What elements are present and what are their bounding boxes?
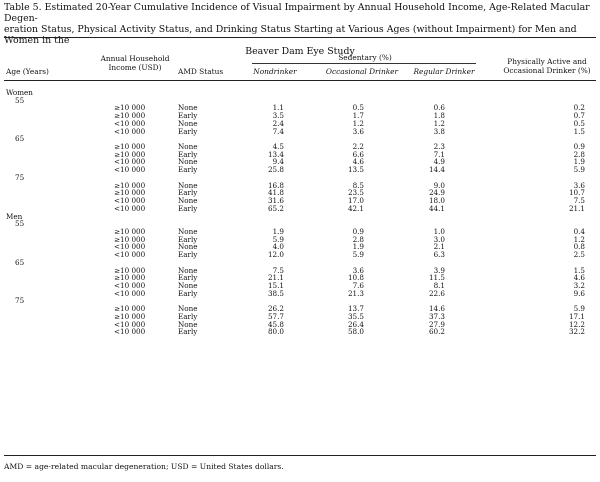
active-cell: 9.6 <box>573 288 585 298</box>
active-cell: 3.2 <box>573 280 585 290</box>
amd-cell: None <box>178 103 198 113</box>
amd-cell: None <box>178 319 198 329</box>
income-cell: <10 000 <box>114 319 146 329</box>
occasional-cell: 0.5 <box>352 103 364 113</box>
nondrinker-cell: 1.9 <box>272 226 284 236</box>
table-row <box>4 205 596 213</box>
active-cell: 2.8 <box>573 149 585 159</box>
section-label: Women <box>6 88 33 97</box>
top-rule <box>4 37 596 38</box>
caption-line-1: Table 5. Estimated 20-Year Cumulative Incidence of Visual Impairment by Annual Household Income, Age-Related Macular Degen- <box>4 2 590 24</box>
income-cell: ≥10 000 <box>114 311 146 321</box>
income-cell: ≥10 000 <box>114 180 146 190</box>
header-regular: Regular Drinker <box>413 67 475 76</box>
active-cell: 1.9 <box>573 157 585 167</box>
income-cell: ≥10 000 <box>114 188 146 198</box>
income-cell: ≥10 000 <box>114 273 146 283</box>
regular-cell: 14.4 <box>428 165 445 175</box>
table-row <box>4 282 596 290</box>
active-cell: 4.6 <box>573 273 585 283</box>
amd-cell: None <box>178 157 198 167</box>
section-row <box>4 213 596 221</box>
income-cell: ≥10 000 <box>114 103 146 113</box>
header-income-line1: Annual Household <box>100 54 170 63</box>
amd-cell: Early <box>178 250 198 260</box>
occasional-cell: 4.6 <box>352 157 364 167</box>
header-active-line1: Physically Active and <box>507 57 587 66</box>
occasional-cell: 26.4 <box>347 319 364 329</box>
nondrinker-cell: 65.2 <box>267 203 284 213</box>
nondrinker-cell: 38.5 <box>267 288 284 298</box>
caption-line-3: Beaver Dam Eye Study <box>245 46 355 57</box>
income-cell: <10 000 <box>114 327 146 337</box>
header-income-line2: Income (USD) <box>108 62 162 72</box>
table-row <box>4 274 596 282</box>
occasional-cell: 42.1 <box>347 203 364 213</box>
regular-cell: 9.0 <box>433 180 445 190</box>
amd-cell: None <box>178 142 198 152</box>
age-group-row <box>4 220 596 228</box>
age-label: 75 <box>15 296 25 306</box>
header-age: Age (Years) <box>6 67 49 76</box>
bottom-rule <box>4 455 596 456</box>
table-row <box>4 151 596 159</box>
nondrinker-cell: 26.2 <box>267 304 284 314</box>
regular-cell: 4.9 <box>433 157 445 167</box>
active-cell: 0.5 <box>573 118 585 128</box>
active-cell: 0.8 <box>573 242 585 252</box>
amd-cell: Early <box>178 273 198 283</box>
occasional-cell: 13.7 <box>347 304 364 314</box>
nondrinker-cell: 31.6 <box>267 196 284 206</box>
nondrinker-cell: 9.4 <box>272 157 284 167</box>
active-cell: 12.2 <box>568 319 585 329</box>
regular-cell: 6.3 <box>433 250 445 260</box>
active-cell: 0.7 <box>573 111 585 121</box>
nondrinker-cell: 45.8 <box>267 319 284 329</box>
header-rule <box>4 80 596 81</box>
active-cell: 0.2 <box>573 103 585 113</box>
active-cell: 0.9 <box>573 142 585 152</box>
regular-cell: 37.3 <box>428 311 445 321</box>
header-income <box>96 55 174 72</box>
occasional-cell: 17.0 <box>347 196 364 206</box>
amd-cell: Early <box>178 203 198 213</box>
table-row <box>4 251 596 259</box>
active-cell: 10.7 <box>568 188 585 198</box>
active-cell: 1.2 <box>573 234 585 244</box>
occasional-cell: 1.9 <box>352 242 364 252</box>
income-cell: <10 000 <box>114 157 146 167</box>
amd-cell: None <box>178 304 198 314</box>
active-cell: 5.9 <box>573 165 585 175</box>
table-row <box>4 143 596 151</box>
header-nondrinker: Nondrinker <box>253 67 297 76</box>
income-cell: ≥10 000 <box>114 234 146 244</box>
section-label: Men <box>6 211 23 221</box>
income-cell: <10 000 <box>114 196 146 206</box>
amd-cell: Early <box>178 111 198 121</box>
regular-cell: 0.6 <box>433 103 445 113</box>
nondrinker-cell: 1.1 <box>272 103 284 113</box>
regular-cell: 2.3 <box>433 142 445 152</box>
nondrinker-cell: 41.8 <box>267 188 284 198</box>
nondrinker-cell: 4.0 <box>272 242 284 252</box>
amd-cell: Early <box>178 288 198 298</box>
table-row <box>4 228 596 236</box>
age-label: 75 <box>15 172 25 182</box>
income-cell: <10 000 <box>114 165 146 175</box>
income-cell: ≥10 000 <box>114 226 146 236</box>
table-row <box>4 189 596 197</box>
section-row <box>4 89 596 97</box>
header-active-line2: Occasional Drinker (%) <box>503 65 591 75</box>
regular-cell: 2.1 <box>433 242 445 252</box>
nondrinker-cell: 15.1 <box>267 280 284 290</box>
regular-cell: 1.0 <box>433 226 445 236</box>
amd-cell: Early <box>178 327 198 337</box>
age-label: 55 <box>15 219 25 229</box>
regular-cell: 8.1 <box>433 280 445 290</box>
table-row <box>4 313 596 321</box>
active-cell: 32.2 <box>568 327 585 337</box>
amd-cell: Early <box>178 126 198 136</box>
regular-cell: 11.5 <box>428 273 445 283</box>
nondrinker-cell: 3.5 <box>272 111 284 121</box>
nondrinker-cell: 21.1 <box>267 273 284 283</box>
table-row <box>4 197 596 205</box>
nondrinker-cell: 4.5 <box>272 142 284 152</box>
amd-cell: Early <box>178 165 198 175</box>
regular-cell: 14.6 <box>428 304 445 314</box>
income-cell: ≥10 000 <box>114 111 146 121</box>
amd-cell: None <box>178 226 198 236</box>
income-cell: <10 000 <box>114 118 146 128</box>
age-label: 55 <box>15 95 25 105</box>
occasional-cell: 35.5 <box>347 311 364 321</box>
active-cell: 3.6 <box>573 180 585 190</box>
nondrinker-cell: 2.4 <box>272 118 284 128</box>
income-cell: ≥10 000 <box>114 142 146 152</box>
table-row <box>4 158 596 166</box>
header-amd: AMD Status <box>178 67 224 76</box>
table-row <box>4 120 596 128</box>
occasional-cell: 23.5 <box>347 188 364 198</box>
regular-cell: 1.8 <box>433 111 445 121</box>
occasional-cell: 8.5 <box>352 180 364 190</box>
table-row <box>4 236 596 244</box>
occasional-cell: 21.3 <box>347 288 364 298</box>
income-cell: <10 000 <box>114 250 146 260</box>
regular-cell: 24.9 <box>428 188 445 198</box>
occasional-cell: 1.7 <box>352 111 364 121</box>
age-label: 65 <box>15 257 25 267</box>
nondrinker-cell: 16.8 <box>267 180 284 190</box>
regular-cell: 3.8 <box>433 126 445 136</box>
age-group-row <box>4 297 596 305</box>
occasional-cell: 3.6 <box>352 265 364 275</box>
header-sedentary: Sedentary (%) <box>338 53 392 62</box>
amd-cell: None <box>178 180 198 190</box>
nondrinker-cell: 7.4 <box>272 126 284 136</box>
amd-cell: Early <box>178 149 198 159</box>
table-body <box>4 89 596 336</box>
active-cell: 2.5 <box>573 250 585 260</box>
regular-cell: 27.9 <box>428 319 445 329</box>
occasional-cell: 3.6 <box>352 126 364 136</box>
nondrinker-cell: 57.7 <box>267 311 284 321</box>
table-row <box>4 328 596 336</box>
amd-cell: Early <box>178 234 198 244</box>
active-cell: 1.5 <box>573 265 585 275</box>
age-group-row <box>4 259 596 267</box>
table-row <box>4 267 596 275</box>
table-row <box>4 112 596 120</box>
age-group-row <box>4 97 596 105</box>
amd-cell: None <box>178 242 198 252</box>
table-row <box>4 321 596 329</box>
regular-cell: 7.1 <box>433 149 445 159</box>
income-cell: ≥10 000 <box>114 304 146 314</box>
sedentary-underline <box>252 63 476 64</box>
header-active <box>494 58 600 75</box>
income-cell: <10 000 <box>114 280 146 290</box>
occasional-cell: 10.8 <box>347 273 364 283</box>
caption-line-2: eration Status, Physical Activity Status, and Drinking Status Starting at Various Ages (without Impairment) for Men and Women in the <box>4 24 577 46</box>
nondrinker-cell: 7.5 <box>272 265 284 275</box>
amd-cell: None <box>178 118 198 128</box>
nondrinker-cell: 80.0 <box>267 327 284 337</box>
table-row <box>4 290 596 298</box>
regular-cell: 22.6 <box>428 288 445 298</box>
table-row <box>4 166 596 174</box>
table-row <box>4 182 596 190</box>
active-cell: 1.5 <box>573 126 585 136</box>
income-cell: ≥10 000 <box>114 265 146 275</box>
nondrinker-cell: 25.8 <box>267 165 284 175</box>
table-caption <box>4 2 596 57</box>
regular-cell: 3.0 <box>433 234 445 244</box>
amd-cell: Early <box>178 311 198 321</box>
income-cell: <10 000 <box>114 288 146 298</box>
age-group-row <box>4 135 596 143</box>
occasional-cell: 5.9 <box>352 250 364 260</box>
active-cell: 21.1 <box>568 203 585 213</box>
regular-cell: 18.0 <box>428 196 445 206</box>
occasional-cell: 2.8 <box>352 234 364 244</box>
regular-cell: 3.9 <box>433 265 445 275</box>
occasional-cell: 6.6 <box>352 149 364 159</box>
amd-cell: None <box>178 196 198 206</box>
table-row <box>4 104 596 112</box>
nondrinker-cell: 13.4 <box>267 149 284 159</box>
income-cell: ≥10 000 <box>114 149 146 159</box>
amd-cell: None <box>178 265 198 275</box>
age-label: 65 <box>15 134 25 144</box>
income-cell: <10 000 <box>114 242 146 252</box>
table-row <box>4 243 596 251</box>
active-cell: 17.1 <box>568 311 585 321</box>
amd-cell: None <box>178 280 198 290</box>
occasional-cell: 0.9 <box>352 226 364 236</box>
active-cell: 0.4 <box>573 226 585 236</box>
active-cell: 5.9 <box>573 304 585 314</box>
occasional-cell: 7.6 <box>352 280 364 290</box>
header-occasional: Occasional Drinker <box>325 67 399 76</box>
income-cell: <10 000 <box>114 126 146 136</box>
income-cell: <10 000 <box>114 203 146 213</box>
amd-cell: Early <box>178 188 198 198</box>
regular-cell: 1.2 <box>433 118 445 128</box>
footnote: AMD = age-related macular degeneration; USD = United States dollars. <box>4 462 284 471</box>
age-group-row <box>4 174 596 182</box>
nondrinker-cell: 12.0 <box>267 250 284 260</box>
table-row <box>4 128 596 136</box>
occasional-cell: 58.0 <box>347 327 364 337</box>
regular-cell: 44.1 <box>428 203 445 213</box>
occasional-cell: 1.2 <box>352 118 364 128</box>
occasional-cell: 13.5 <box>347 165 364 175</box>
occasional-cell: 2.2 <box>352 142 364 152</box>
table-row <box>4 305 596 313</box>
nondrinker-cell: 5.9 <box>272 234 284 244</box>
active-cell: 7.5 <box>573 196 585 206</box>
regular-cell: 60.2 <box>428 327 445 337</box>
